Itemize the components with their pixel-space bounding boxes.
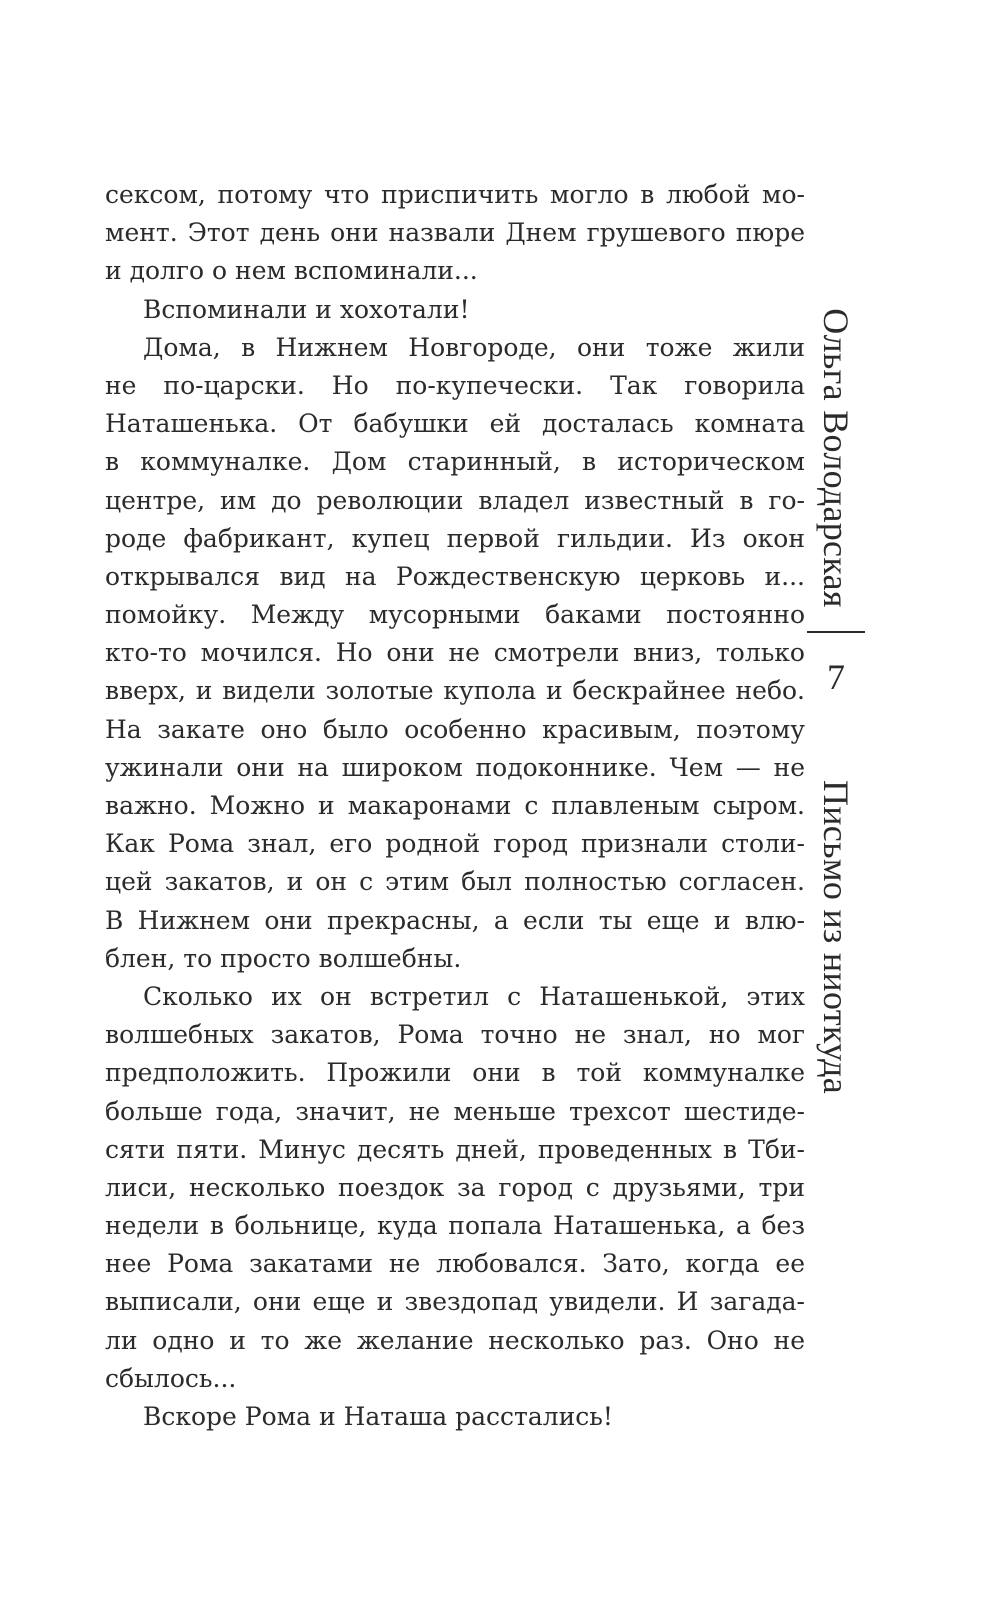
text-line: лиси, несколько поездок за город с друзьями, три <box>105 1172 805 1202</box>
page-number: 7 <box>827 657 845 697</box>
text-line: Наташенька. От бабушки ей досталась комната <box>105 409 805 439</box>
text-line: мент. Этот день они назвали Днем грушевого пюре <box>105 218 805 248</box>
text-line: нее Рома закатами не любовался. Зато, когда ее <box>105 1249 805 1279</box>
running-head-author: Ольга Володарская <box>816 308 856 608</box>
text-line: цей закатов, и он с этим был полностью согласен. <box>105 867 805 897</box>
text-line: Вспоминали и хохотали! <box>143 294 470 324</box>
text-line: сексом, потому что приспичить могло в любой мо- <box>105 180 805 209</box>
text-line: недели в больнице, куда попала Наташенька, а без <box>105 1211 805 1241</box>
text-line: и долго о нем вспоминали... <box>105 256 478 286</box>
running-head-title: Письмо из ниоткуда <box>816 779 856 1095</box>
text-line: В Нижнем они прекрасны, а если ты еще и влю- <box>105 905 805 935</box>
text-line: ли одно и то же желание несколько раз. Оно не <box>105 1325 805 1355</box>
text-line: открывался вид на Рождественскую церковь и... <box>105 561 805 591</box>
text-line: блен, то просто волшебны. <box>105 943 462 973</box>
text-line: вверх, и видели золотые купола и бескрайнее небо. <box>105 676 805 706</box>
text-line: роде фабрикант, купец первой гильдии. Из окон <box>105 523 805 553</box>
body-text <box>105 176 805 1436</box>
text-line: в коммуналке. Дом старинный, в историческом <box>105 447 805 477</box>
text-line: центре, им до революции владел известный в го- <box>105 485 805 515</box>
text-line: кто-то мочился. Но они не смотрели вниз, только <box>105 638 805 668</box>
text-line: На закате оно было особенно красивым, поэтому <box>105 714 805 744</box>
text-line: ужинали они на широком подоконнике. Чем — не <box>105 752 805 782</box>
running-head <box>791 304 881 1404</box>
running-head-divider <box>807 631 865 633</box>
text-line: Как Рома знал, его родной город признали столи- <box>105 829 805 859</box>
text-line: не по-царски. Но по-купечески. Так говорила <box>105 370 805 400</box>
text-line: сбылось... <box>105 1363 237 1393</box>
text-line: Дома, в Нижнем Новгороде, они тоже жили <box>143 332 805 362</box>
text-line: волшебных закатов, Рома точно не знал, но мог <box>105 1020 805 1050</box>
text-line: Сколько их он встретил с Наташенькой, этих <box>143 981 805 1011</box>
text-line: важно. Можно и макаронами с плавленым сыром. <box>105 791 805 820</box>
text-line: предположить. Прожили они в той коммуналке <box>105 1058 805 1088</box>
text-line: Вскоре Рома и Наташа расстались! <box>143 1402 613 1431</box>
text-line: сяти пяти. Минус десять дней, проведенных в Тби- <box>105 1134 805 1164</box>
text-line: больше года, значит, не меньше трехсот шестиде- <box>105 1096 805 1126</box>
text-line: выписали, они еще и звездопад увидели. И загада- <box>105 1287 805 1317</box>
text-line: помойку. Между мусорными баками постоянно <box>105 600 805 630</box>
